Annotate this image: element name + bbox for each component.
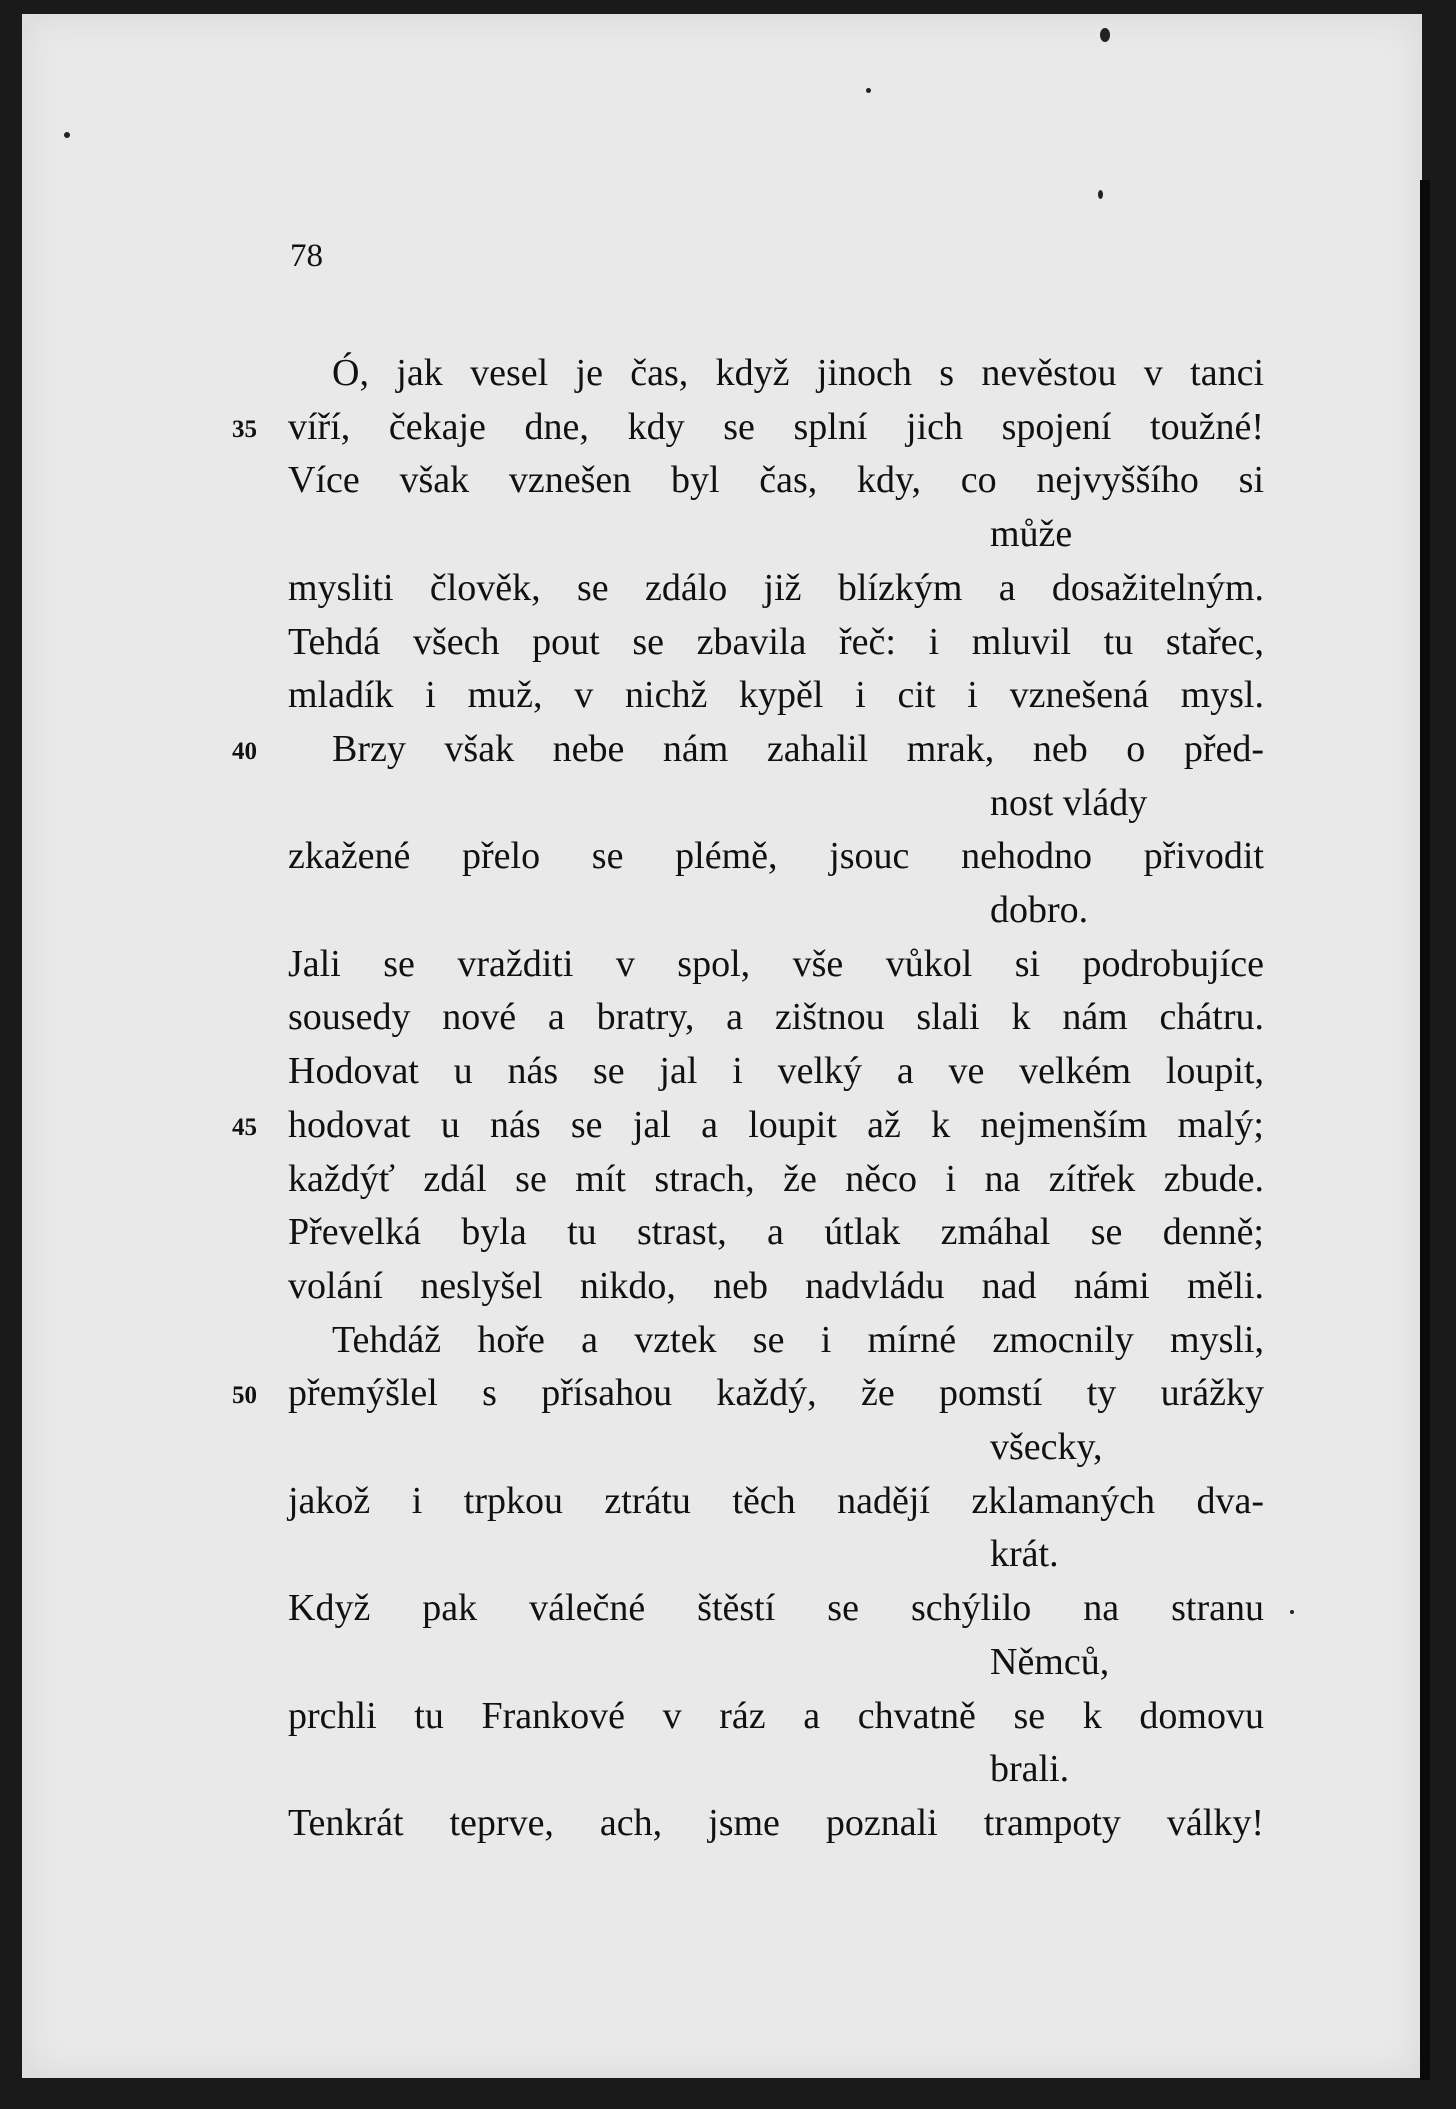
poem-line: Když pak válečné štěstí se schýlilo na stranu	[288, 1587, 1264, 1629]
poem-line: hodovat u nás se jal a loupit až k nejmenším malý;	[288, 1104, 1264, 1146]
poem-line-continuation: dobro.	[990, 889, 1089, 931]
poem-line-continuation: nost vlády	[990, 782, 1148, 824]
poem-line: zkažené přelo se plémě, jsouc nehodno přivodit	[288, 835, 1264, 877]
poem-line: Převelká byla tu strast, a útlak zmáhal se denně;	[288, 1211, 1264, 1253]
poem-line: přemýšlel s přísahou každý, že pomstí ty urážky	[288, 1372, 1264, 1414]
line-number: 45	[232, 1114, 257, 1141]
poem-line: mysliti člověk, se zdálo již blízkým a dosažitelným.	[288, 567, 1264, 609]
poem-line-continuation: krát.	[990, 1533, 1059, 1575]
line-number: 40	[232, 738, 257, 765]
poem-line: prchli tu Frankové v ráz a chvatně se k domovu	[288, 1695, 1264, 1737]
poem-line: Brzy však nebe nám zahalil mrak, neb o před-	[332, 728, 1264, 770]
print-speck	[64, 132, 70, 138]
poem-line: Tenkrát teprve, ach, jsme poznali trampoty války!	[288, 1802, 1264, 1844]
poem-line: jakož i trpkou ztrátu těch nadějí zklamaných dva-	[288, 1480, 1264, 1522]
poem-line: Tehdáž hoře a vztek se i mírné zmocnily mysli,	[332, 1319, 1264, 1361]
poem-line: volání neslyšel nikdo, neb nadvládu nad námi měli.	[288, 1265, 1264, 1307]
poem-line-continuation: brali.	[990, 1748, 1070, 1790]
page-number: 78	[290, 238, 323, 274]
poem-line: Více však vznešen byl čas, kdy, co nejvyššího si	[288, 459, 1264, 501]
poem-line-continuation: Němců,	[990, 1641, 1110, 1683]
poem-line: Ó, jak vesel je čas, když jinoch s nevěstou v tanci	[332, 352, 1264, 394]
poem-line: Tehdá všech pout se zbavila řeč: i mluvil tu stařec,	[288, 621, 1264, 663]
print-speck	[1290, 1610, 1294, 1614]
line-number: 35	[232, 416, 257, 443]
poem-line: Jali se vražditi v spol, vše vůkol si podrobujíce	[288, 943, 1264, 985]
poem-line: sousedy nové a bratry, a zištnou slali k nám chátru.	[288, 996, 1264, 1038]
print-speck	[866, 88, 871, 93]
poem-line: víří, čekaje dne, kdy se splní jich spojení toužné!	[288, 406, 1264, 448]
print-speck	[1100, 28, 1110, 42]
poem-line: každýť zdál se mít strach, že něco i na zítřek zbude.	[288, 1158, 1264, 1200]
line-number: 50	[232, 1382, 257, 1409]
poem-line-continuation: všecky,	[990, 1426, 1103, 1468]
poem-line: mladík i muž, v nichž kypěl i cit i vznešená mysl.	[288, 674, 1264, 716]
print-speck	[1098, 190, 1103, 199]
poem-line-continuation: může	[990, 513, 1073, 555]
poem-line: Hodovat u nás se jal i velký a ve velkém loupit,	[288, 1050, 1264, 1092]
